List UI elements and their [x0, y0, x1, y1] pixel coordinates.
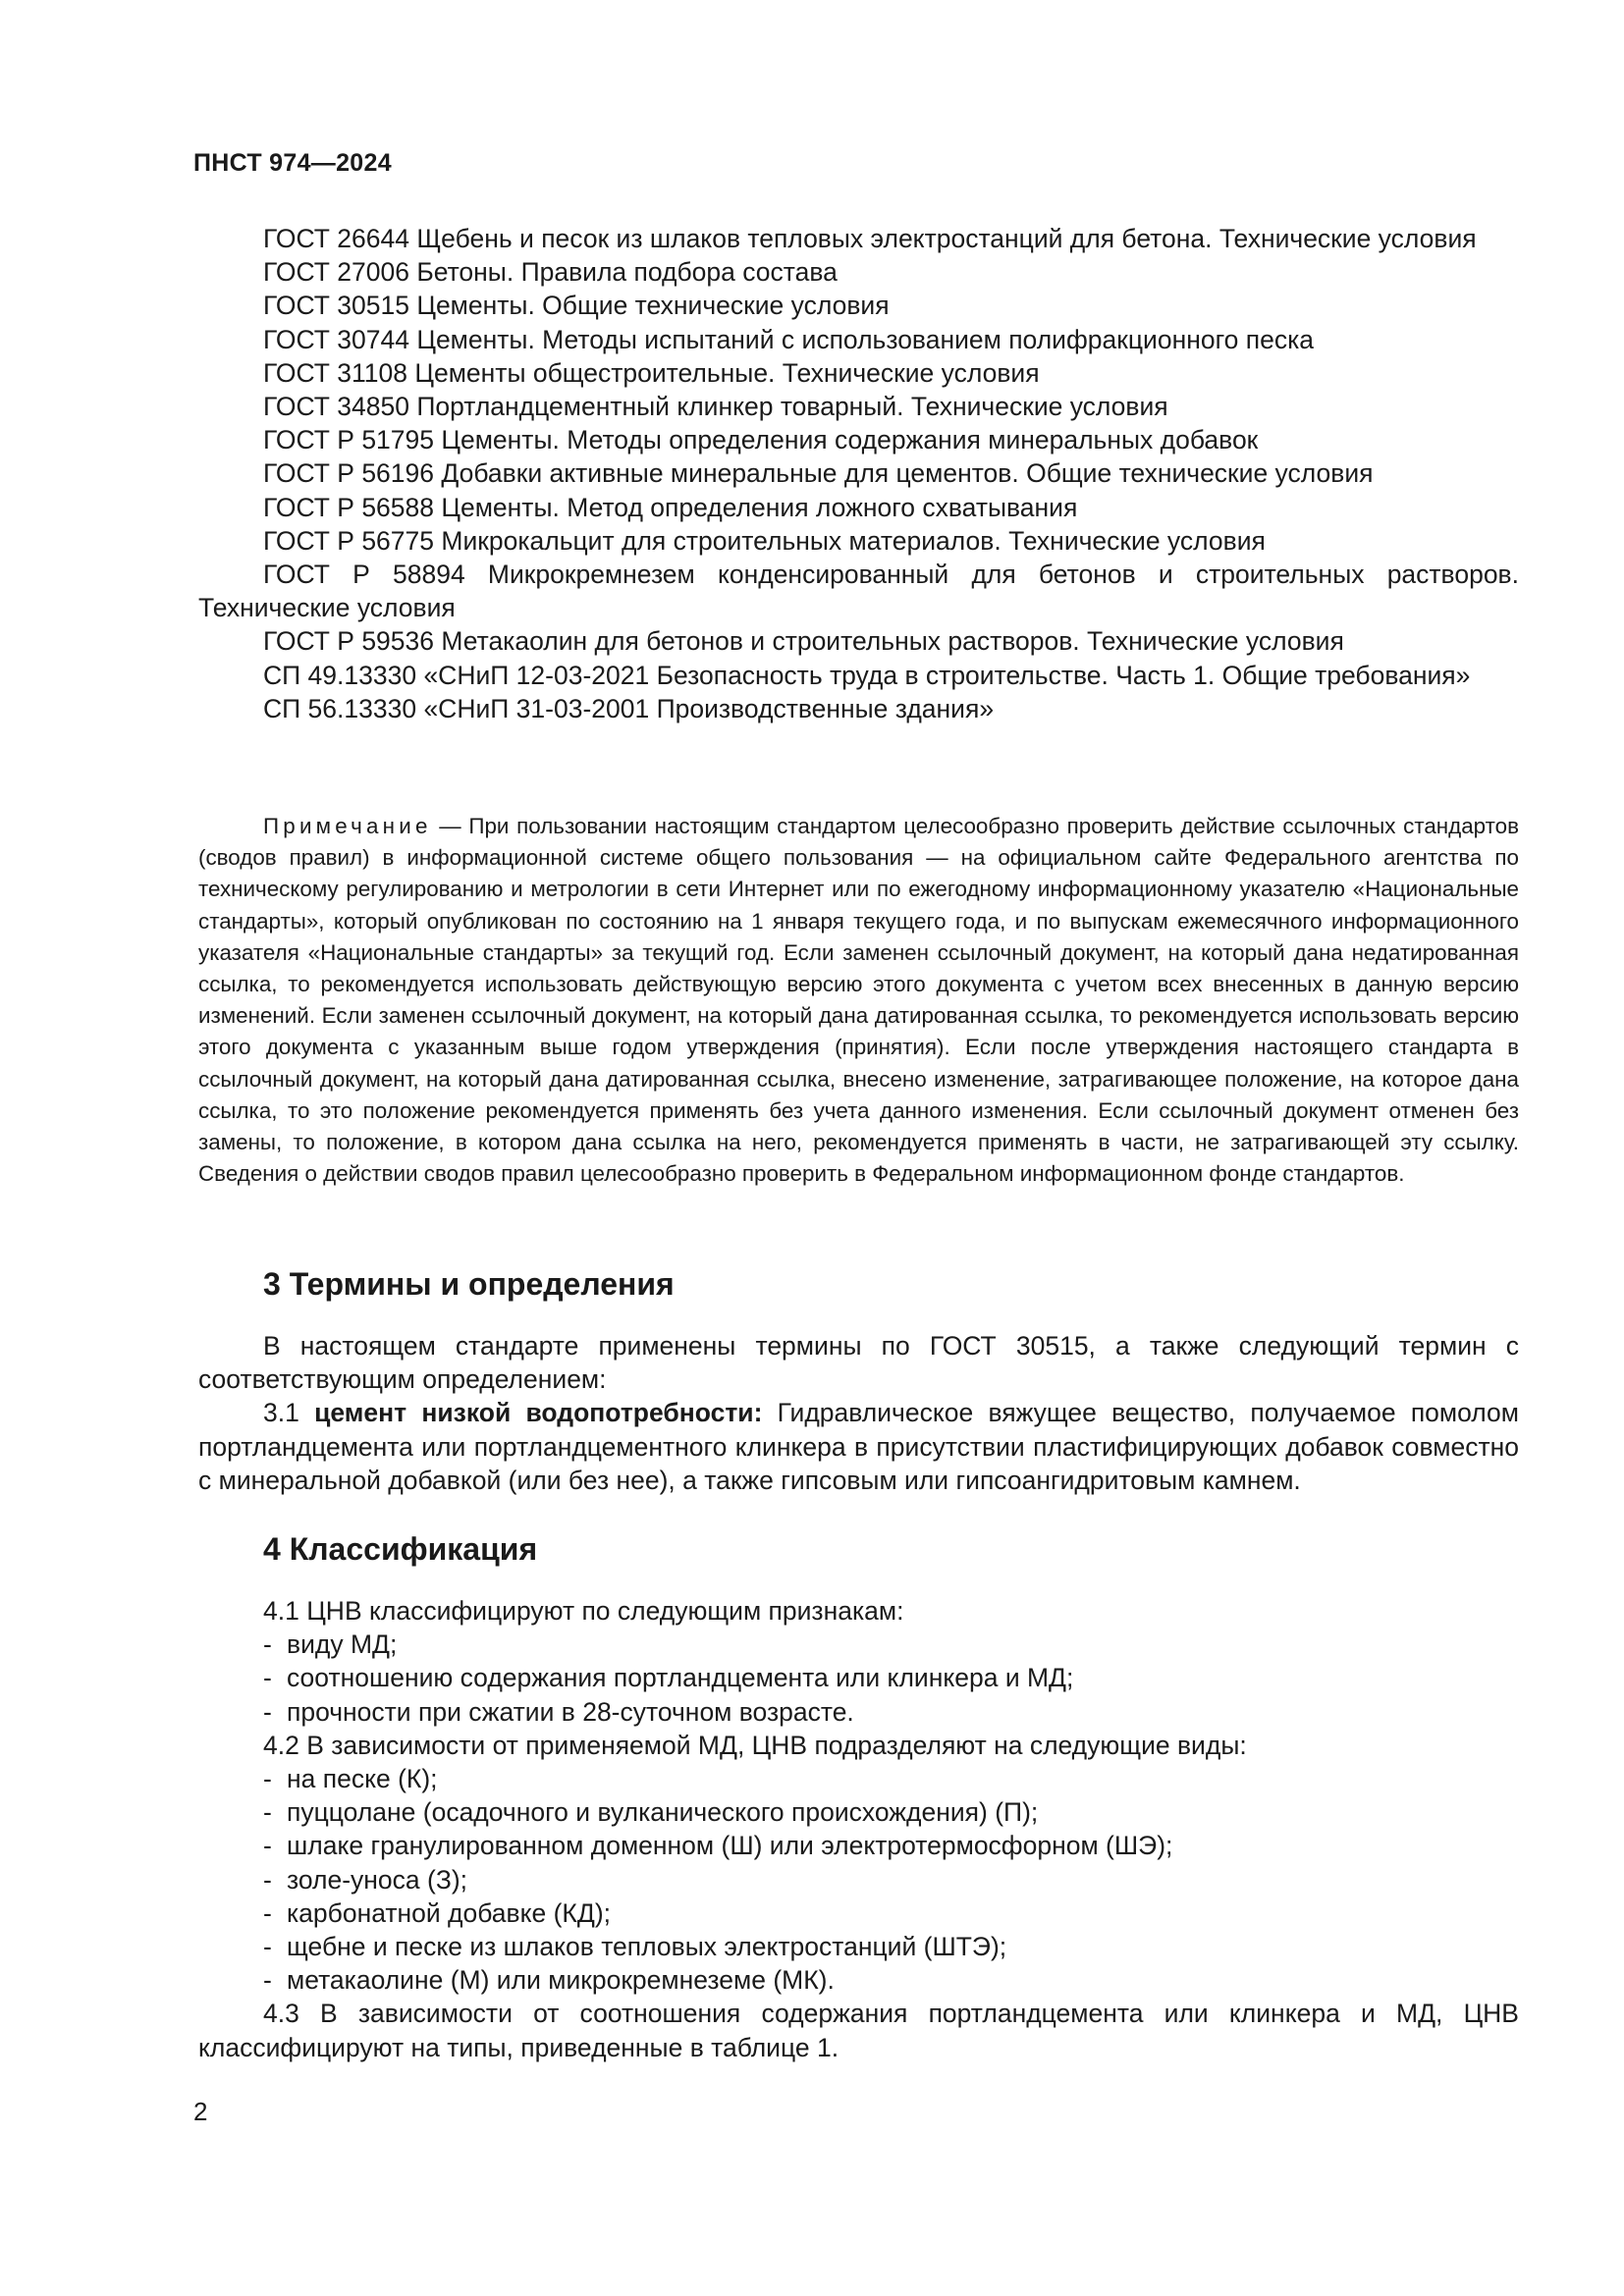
list-item: - прочности при сжатии в 28-суточном возрасте.: [263, 1696, 854, 1727]
reference-item: ГОСТ 30744 Цементы. Методы испытаний с использованием полифракционного песка: [263, 324, 1315, 354]
clause-4-1: 4.1 ЦНВ классифицируют по следующим признакам:: [263, 1596, 904, 1626]
reference-item: ГОСТ 27006 Бетоны. Правила подбора состава: [263, 257, 838, 288]
list-item: - метакаолине (М) или микрокремнеземе (МК).: [263, 1965, 835, 1996]
clause-4-3: 4.3 В зависимости от соотношения содержания портландцемента или клинкера и МД, ЦНВ классифицируют на типы, приведенные в таблице 1.: [198, 1999, 1519, 2062]
list-item: - карбонатной добавке (КД);: [263, 1897, 612, 1928]
section-3-heading: 3 Термины и определения: [263, 1266, 675, 1302]
section-4-body: [198, 1594, 1519, 2064]
section-3-intro: В настоящем стандарте применены термины по ГОСТ 30515, а также следующий термин с соответствующим определением:: [198, 1331, 1519, 1395]
note-text: — При пользовании настоящим стандартом целесообразно проверить действие ссылочных стандартов (сводов правил) в информационной системе общего пользования — на официальном сайте Федерального агентства по техническому регулированию и метрологии в сети Интернет или по ежегодному информационному указателю «Национальные стандарты», который опубликован по состоянию на 1 января текущего года, и по выпускам ежемесячного информационного указателя «Национальные стандарты» за текущий год. Если заменен ссылочный документ, на который дана недатированная ссылка, то рекомендуется использовать действующую версию этого документа с учетом всех внесенных в данную версию изменений. Если заменен ссылочный документ, на который дана датированная ссылка, то рекомендуется использовать версию этого документа с указанным выше годом утверждения (принятия). Если после утверждения настоящего стандарта в ссылочный документ, на который дана датированная ссылка, внесено изменение, затрагивающее положение, на которое дана ссылка, то это положение рекомендуется применять без учета данного изменения. Если ссылочный документ отменен без замены, то положение, в котором дана ссылка на него, рекомендуется применять в части, не затрагивающей эту ссылку. Сведения о действии сводов правил целесообразно проверить в Федеральном информационном фонде стандартов.: [198, 814, 1519, 1187]
section-4-heading: 4 Классификация: [263, 1531, 538, 1567]
term-text: Гидравлическое вяжущее вещество, получаемое помолом портландцемента или портландцементного клинкера в присутствии пластифицирующих добавок совместно с минеральной добавкой (или без нее), а также гипсовым или гипсоангидритовым камнем.: [198, 1398, 1520, 1495]
list-item: - золе-уноса (З);: [263, 1864, 468, 1895]
reference-item: ГОСТ Р 56196 Добавки активные минеральные для цементов. Общие технические условия: [263, 458, 1374, 489]
reference-list: [198, 222, 1519, 725]
reference-item: ГОСТ 30515 Цементы. Общие технические условия: [263, 291, 890, 321]
note-label: Примечание: [263, 814, 432, 838]
reference-item: ГОСТ 34850 Портландцементный клинкер товарный. Технические условия: [263, 392, 1168, 422]
term-number: 3.1: [263, 1398, 315, 1428]
reference-item: ГОСТ Р 51795 Цементы. Методы определения содержания минеральных добавок: [263, 425, 1259, 455]
reference-item: СП 56.13330 «СНиП 31-03-2001 Производственные здания»: [263, 693, 995, 723]
reference-item: ГОСТ Р 59536 Метакаолин для бетонов и строительных растворов. Технические условия: [263, 626, 1344, 657]
reference-item: ГОСТ 31108 Цементы общестроительные. Технические условия: [263, 357, 1040, 388]
section-3-body: [198, 1329, 1519, 1497]
reference-item: ГОСТ Р 58894 Микрокремнезем конденсированный для бетонов и строительных растворов. Технические условия: [198, 560, 1519, 623]
reference-item: СП 49.13330 «СНиП 12-03-2021 Безопасность труда в строительстве. Часть 1. Общие требования»: [263, 660, 1471, 690]
list-item: - соотношению содержания портландцемента или клинкера и МД;: [263, 1663, 1074, 1693]
list-item: - на песке (К);: [263, 1764, 438, 1794]
term-definition: [198, 1396, 1519, 1497]
list-item: - шлаке гранулированном доменном (Ш) или электротермосфорном (ШЭ);: [263, 1831, 1173, 1861]
term-name: цемент низкой водопотребности:: [314, 1398, 763, 1428]
clause-4-2: 4.2 В зависимости от применяемой МД, ЦНВ подразделяют на следующие виды:: [263, 1730, 1247, 1760]
note-paragraph: [198, 811, 1519, 1190]
reference-item: ГОСТ Р 56775 Микрокальцит для строительных материалов. Технические условия: [263, 525, 1266, 556]
list-item: - виду МД;: [263, 1629, 398, 1660]
document-header: ПНСТ 974—2024: [193, 149, 392, 177]
reference-item: ГОСТ 26644 Щебень и песок из шлаков тепловых электростанций для бетона. Технические условия: [263, 224, 1477, 253]
list-item: - щебне и песке из шлаков тепловых электростанций (ШТЭ);: [263, 1932, 1007, 1962]
list-item: - пуццолане (осадочного и вулканического происхождения) (П);: [263, 1797, 1039, 1828]
reference-item: ГОСТ Р 56588 Цементы. Метод определения ложного схватывания: [263, 492, 1078, 522]
page-number: 2: [193, 2097, 208, 2126]
